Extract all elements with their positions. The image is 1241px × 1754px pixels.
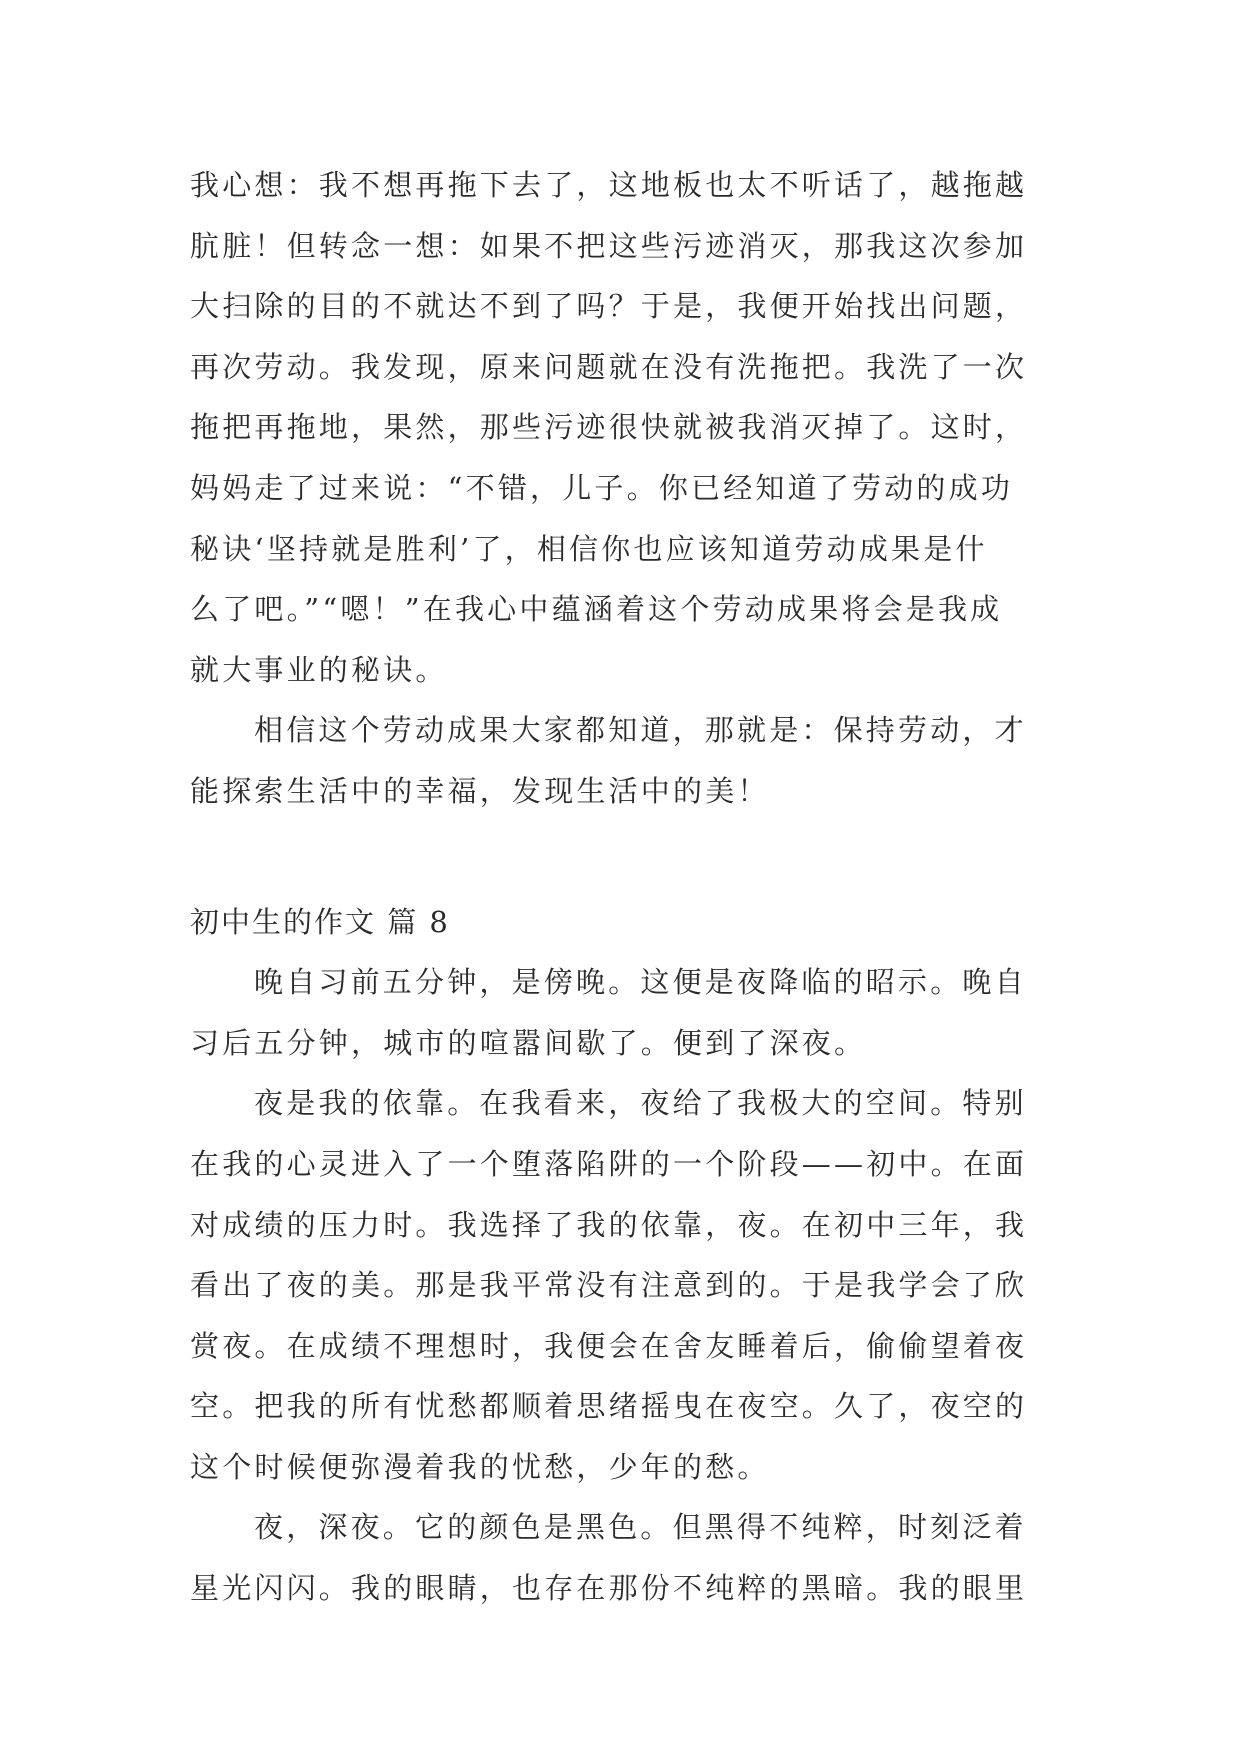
text-line: 星光闪闪。我的眼睛，也存在那份不纯粹的黑暗。我的眼里 xyxy=(190,1571,1028,1606)
section-gap xyxy=(190,822,1060,892)
text-line: 在我的心灵进入了一个堕落陷阱的一个阶段——初中。在面 xyxy=(190,1146,1028,1181)
text-line: 空。把我的所有忧愁都顺着思绪摇曳在夜空。久了，夜空的 xyxy=(190,1389,1028,1424)
text-line: 秘诀‘坚持就是胜利’了，相信你也应该知道劳动成果是什 xyxy=(190,531,988,566)
text-line: 大扫除的目的不就达不到了吗？于是，我便开始找出问题， xyxy=(190,289,1028,324)
paragraph xyxy=(190,155,1060,700)
text-line: 拖把再拖地，果然，那些污迹很快就被我消灭掉了。这时， xyxy=(190,410,1028,445)
text-line: 我心想：我不想再拖下去了，这地板也太不听话了，越拖越 xyxy=(190,168,1028,202)
text-line: 这个时候便弥漫着我的忧愁，少年的愁。 xyxy=(190,1449,770,1484)
text-line: 习后五分钟，城市的喧嚣间歇了。便到了深夜。 xyxy=(190,1025,867,1060)
section-heading: 初中生的作文 篇 8 xyxy=(190,904,450,939)
text-line: 能探索生活中的幸福，发现生活中的美！ xyxy=(190,773,770,808)
paragraph xyxy=(190,952,1060,1073)
text-line: 对成绩的压力时。我选择了我的依靠，夜。在初中三年，我 xyxy=(190,1207,1028,1242)
text-line: 么了吧。”“嗯！”在我心中蕴涵着这个劳动成果将会是我成 xyxy=(190,592,1003,627)
text-line: 再次劳动。我发现，原来问题就在没有洗拖把。我洗了一次 xyxy=(190,349,1028,384)
paragraph xyxy=(190,700,1060,821)
text-line: 就大事业的秘诀。 xyxy=(190,652,448,687)
text-line: 相信这个劳动成果大家都知道，那就是：保持劳动，才 xyxy=(254,713,1027,748)
text-line: 晚自习前五分钟，是傍晚。这便是夜降临的昭示。晚自 xyxy=(254,965,1027,1000)
text-line: 赏夜。在成绩不理想时，我便会在舍友睡着后，偷偷望着夜 xyxy=(190,1328,1028,1363)
text-line: 夜是我的依靠。在我看来，夜给了我极大的空间。特别 xyxy=(254,1086,1027,1121)
text-line: 看出了夜的美。那是我平常没有注意到的。于是我学会了欣 xyxy=(190,1268,1028,1303)
paragraph xyxy=(190,1497,1060,1618)
text-line: 夜，深夜。它的颜色是黑色。但黑得不纯粹，时刻泛着 xyxy=(254,1510,1027,1545)
paragraph xyxy=(190,1073,1060,1497)
text-line: 肮脏！但转念一想：如果不把这些污迹消灭，那我这次参加 xyxy=(190,228,1028,263)
text-line: 妈妈走了过来说：“不错，儿子。你已经知道了劳动的成功 xyxy=(190,470,1014,505)
document-body xyxy=(190,155,1060,1619)
